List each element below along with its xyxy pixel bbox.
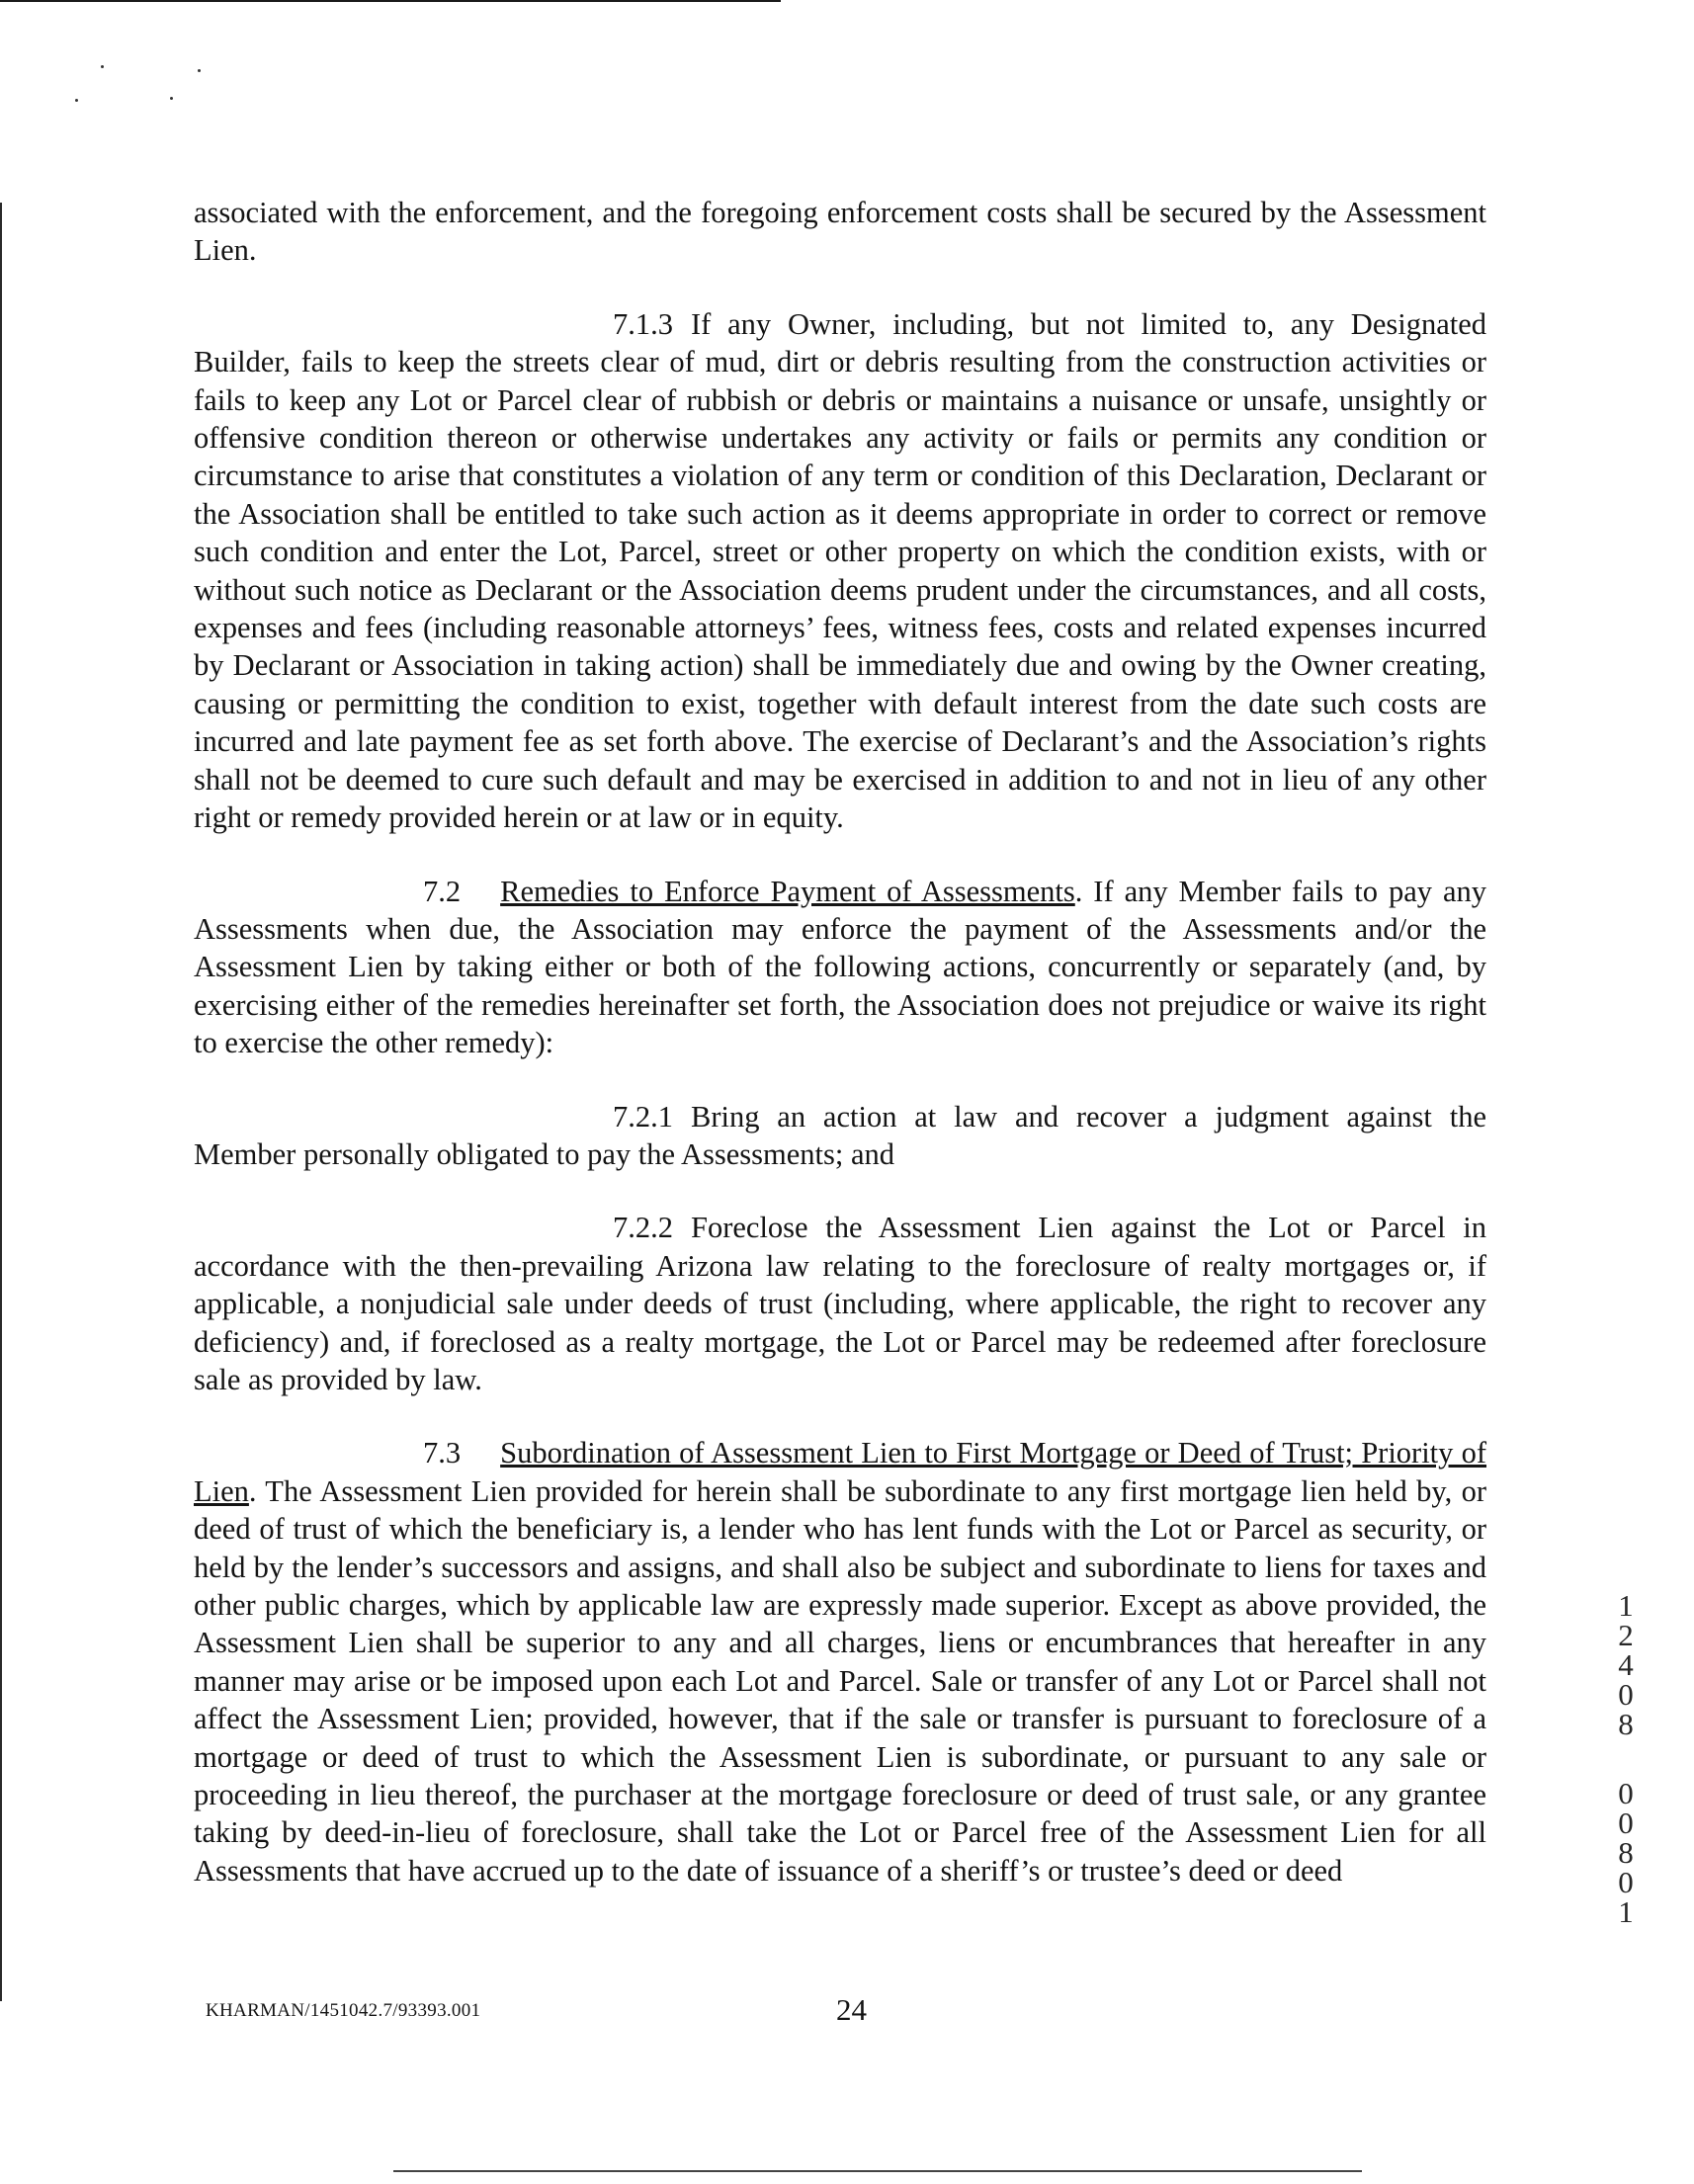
scan-edge-left	[0, 203, 2, 2001]
stamp-digit: 0	[1618, 1806, 1634, 1840]
scan-speck	[101, 65, 104, 68]
scan-edge-bottom	[393, 2170, 1362, 2172]
paragraph-7-1-3	[194, 305, 1486, 837]
stamp-digit: 1	[1618, 1588, 1634, 1623]
section-number: 7.2	[423, 874, 462, 908]
document-body	[194, 194, 1486, 1925]
paragraph-7-2	[194, 873, 1486, 1062]
paragraph-text: Foreclose the Assessment Lien against the Lot or Parcel in accordance with the then-prevailing Arizona law relating to the foreclosure of realty mortgages or, if applicable, a nonjudicial sale under deeds of trust (including, where applicable, the right to recover any deficiency) and, if foreclosed as a realty mortgage, the Lot or Parcel may be redeemed after foreclosure sale as provided by law.	[194, 1211, 1486, 1396]
paragraph-continuation: associated with the enforcement, and the foregoing enforcement costs shall be secured by the Assessment Lien.	[194, 196, 1486, 268]
stamp-digit: 0	[1618, 1865, 1634, 1899]
section-heading: Subordination of Assessment Lien to First Mortgage or Deed of Trust; Priority of Lien	[194, 1436, 1486, 1508]
stamp-digit: 1	[1618, 1894, 1634, 1929]
page-number: 24	[836, 1992, 867, 2027]
paragraph-text: . The Assessment Lien provided for herein shall be subordinate to any first mortgage lien held by, or deed of trust of which the beneficiary is, a lender who has lent funds with the Lot or Parcel as security, or held by the lender’s successors and assigns, and shall also be subject and subordinate to liens for taxes and other public charges, which by applicable law are expressly made superior. Except as above provided, the Assessment Lien shall be superior to any and all charges, liens or encumbrances that hereafter in any manner may arise or be imposed upon each Lot and Parcel. Sale or transfer of any Lot or Parcel shall not affect the Assessment Lien; provided, however, that if the sale or transfer is pursuant to foreclosure of a mortgage or deed of trust to which the Assessment Lien is subordinate, or pursuant to any sale or proceeding in lieu thereof, the purchaser at the mortgage foreclosure or deed of trust sale, or any grantee taking by deed-in-lieu of foreclosure, shall take the Lot or Parcel free of the Assessment Lien for all Assessments that have accrued up to the date of issuance of a sheriff’s or trustee’s deed or deed	[194, 1473, 1486, 1888]
stamp-digit: 0	[1618, 1677, 1634, 1712]
section-number: 7.1.3	[613, 306, 673, 341]
stamp-digit: 8	[1618, 1707, 1634, 1741]
section-number: 7.2.2	[613, 1211, 673, 1245]
paragraph-text: . If any Member fails to pay any Assessments when due, the Association may enforce the payment of the Assessments and/or the Assessment Lien by taking either or both of the following actions, concurrently or separately (and, by exercising either of the remedies hereinafter set forth, the Association does not prejudice or waive its right to exercise the other remedy):	[194, 874, 1486, 1060]
paragraph-7-2-2	[194, 1209, 1486, 1398]
section-heading: Remedies to Enforce Payment of Assessments	[500, 874, 1075, 908]
stamp-digit: 4	[1618, 1647, 1634, 1682]
stamp-digit: 2	[1618, 1618, 1634, 1652]
stamp-gap	[1611, 1739, 1641, 1779]
paragraph-7-2-1	[194, 1098, 1486, 1174]
recording-stamp	[1611, 1588, 1641, 1929]
paragraph-text: Bring an action at law and recover a judgment against the Member personally obligated to pay the Assessments; and	[194, 1099, 1486, 1171]
scan-speck	[170, 97, 173, 100]
paragraph-text: If any Owner, including, but not limited to, any Designated Builder, fails to keep the streets clear of mud, dirt or debris resulting from the construction activities or fails to keep any Lot or Parcel clear of rubbish or debris or maintains a nuisance or unsafe, unsightly or offensive condition thereon or otherwise undertakes any activity or fails or permits any condition or circumstance to arise that constitutes a violation of any term or condition of this Declaration, Declarant or the Association shall be entitled to take such action as it deems appropriate in order to correct or remove such condition and enter the Lot, Parcel, street or other property on which the condition exists, with or without such notice as Declarant or the Association deems prudent under the circumstances, and all costs, expenses and fees (including reasonable attorneys’ fees, witness fees, costs and related expenses incurred by Declarant or Association in taking action) shall be immediately due and owing by the Owner creating, causing or permitting the condition to exist, together with default interest from the date such costs are incurred and late payment fee as set forth above. The exercise of Declarant’s and the Association’s rights shall not be deemed to cure such default and may be exercised in addition to and not in lieu of any other right or remedy provided herein or at law or in equity.	[194, 306, 1486, 835]
scan-speck	[75, 99, 78, 102]
scan-edge-top	[0, 0, 781, 2]
section-number: 7.3	[423, 1436, 462, 1470]
document-id: KHARMAN/1451042.7/93393.001	[206, 2000, 481, 2021]
paragraph-7-3	[194, 1434, 1486, 1890]
scan-speck	[198, 69, 201, 72]
stamp-digit: 0	[1618, 1776, 1634, 1810]
stamp-digit: 8	[1618, 1835, 1634, 1870]
section-number: 7.2.1	[613, 1099, 673, 1134]
